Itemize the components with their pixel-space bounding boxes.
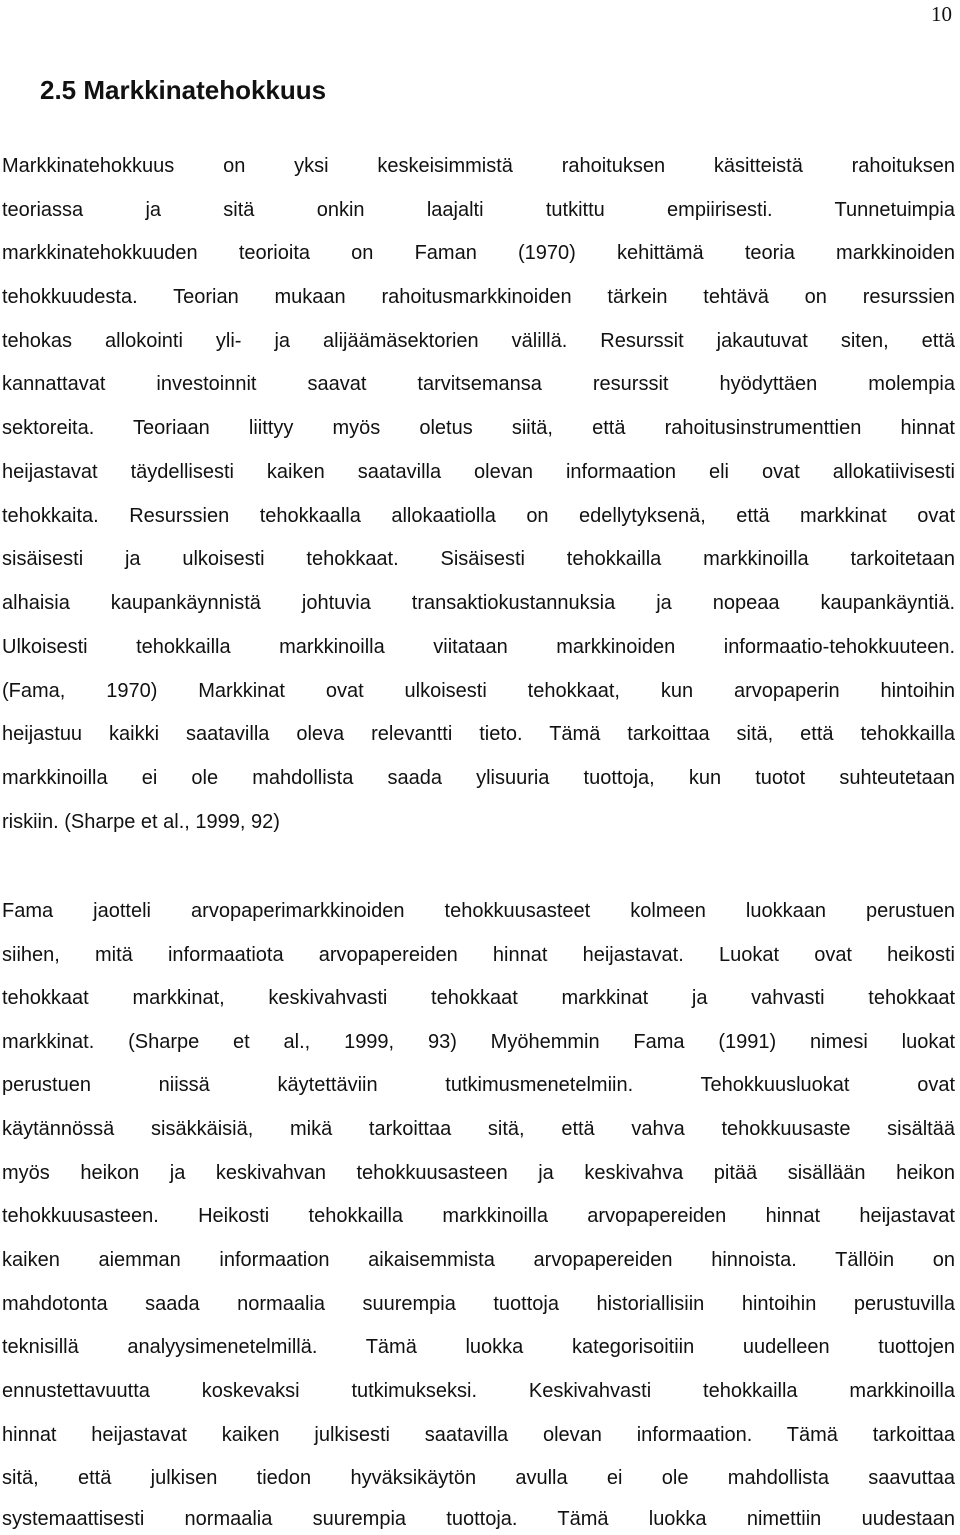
text-line: Fama jaotteli arvopaperimarkkinoiden tehokkuusasteet kolmeen luokkaan perustuen xyxy=(2,900,955,922)
text-line: tehokkaat markkinat, keskivahvasti tehokkaat markkinat ja vahvasti tehokkaat xyxy=(2,987,955,1009)
text-line: heijastavat täydellisesti kaiken saatavilla olevan informaation eli ovat allokatiivisesti xyxy=(2,461,955,483)
text-line: ennustettavuutta koskevaksi tutkimukseksi. Keskivahvasti tehokkailla markkinoilla xyxy=(2,1380,955,1402)
text-line: tehokkaita. Resurssien tehokkaalla allokaatiolla on edellytyksenä, että markkinat ovat xyxy=(2,505,955,527)
text-line: kaiken aiemman informaation aikaisemmista arvopapereiden hinnoista. Tällöin on xyxy=(2,1249,955,1271)
text-line: sisäisesti ja ulkoisesti tehokkaat. Sisäisesti tehokkailla markkinoilla tarkoitetaan xyxy=(2,548,955,570)
text-line: Ulkoisesti tehokkailla markkinoilla viitataan markkinoiden informaatio-tehokkuuteen. xyxy=(2,636,955,658)
text-line: heijastuu kaikki saatavilla oleva relevantti tieto. Tämä tarkoittaa sitä, että tehokkailla xyxy=(2,723,955,745)
text-line: sitä, että julkisen tiedon hyväksikäytön avulla ei ole mahdollista saavuttaa xyxy=(2,1467,955,1489)
text-line: riskiin. (Sharpe et al., 1999, 92) xyxy=(2,811,280,833)
text-line: perustuen niissä käytettäviin tutkimusmenetelmiin. Tehokkuusluokat ovat xyxy=(2,1074,955,1096)
text-line: teoriassa ja sitä onkin laajalti tutkittu empiirisesti. Tunnetuimpia xyxy=(2,199,955,221)
text-line: (Fama, 1970) Markkinat ovat ulkoisesti tehokkaat, kun arvopaperin hintoihin xyxy=(2,680,955,702)
text-line: systemaattisesti normaalia suurempia tuottoja. Tämä luokka nimettiin uudestaan xyxy=(2,1508,955,1530)
text-line: hinnat heijastavat kaiken julkisesti saatavilla olevan informaation. Tämä tarkoittaa xyxy=(2,1424,955,1446)
text-line: markkinatehokkuuden teorioita on Faman (1970) kehittämä teoria markkinoiden xyxy=(2,242,955,264)
page-number: 10 xyxy=(931,2,952,26)
text-line: sektoreita. Teoriaan liittyy myös oletus siitä, että rahoitusinstrumenttien hinnat xyxy=(2,417,955,439)
text-line: tehokas allokointi yli- ja alijäämäsektorien välillä. Resurssit jakautuvat siten, että xyxy=(2,330,955,352)
text-line: tehokkuudesta. Teorian mukaan rahoitusmarkkinoiden tärkein tehtävä on resurssien xyxy=(2,286,955,308)
text-line: teknisillä analyysimenetelmillä. Tämä luokka kategorisoitiin uudelleen tuottojen xyxy=(2,1336,955,1358)
section-heading: 2.5 Markkinatehokkuus xyxy=(40,75,327,105)
text-line: mahdotonta saada normaalia suurempia tuottoja historiallisiin hintoihin perustuvilla xyxy=(2,1293,955,1315)
text-line: kannattavat investoinnit saavat tarvitsemansa resurssit hyödyttäen molempia xyxy=(2,373,955,395)
text-line: käytännössä sisäkkäisiä, mikä tarkoittaa sitä, että vahva tehokkuusaste sisältää xyxy=(2,1118,955,1140)
text-line: siihen, mitä informaatiota arvopapereiden hinnat heijastavat. Luokat ovat heikosti xyxy=(2,944,955,966)
text-line: markkinoilla ei ole mahdollista saada ylisuuria tuottoja, kun tuotot suhteutetaan xyxy=(2,767,955,789)
text-line: alhaisia kaupankäynnistä johtuvia transaktiokustannuksia ja nopeaa kaupankäyntiä. xyxy=(2,592,955,614)
text-line: myös heikon ja keskivahvan tehokkuusasteen ja keskivahva pitää sisällään heikon xyxy=(2,1162,955,1184)
text-line: Markkinatehokkuus on yksi keskeisimmistä rahoituksen käsitteistä rahoituksen xyxy=(2,155,955,177)
text-line: markkinat. (Sharpe et al., 1999, 93) Myöhemmin Fama (1991) nimesi luokat xyxy=(2,1031,955,1053)
text-line: tehokkuusasteen. Heikosti tehokkailla markkinoilla arvopapereiden hinnat heijastavat xyxy=(2,1205,955,1227)
